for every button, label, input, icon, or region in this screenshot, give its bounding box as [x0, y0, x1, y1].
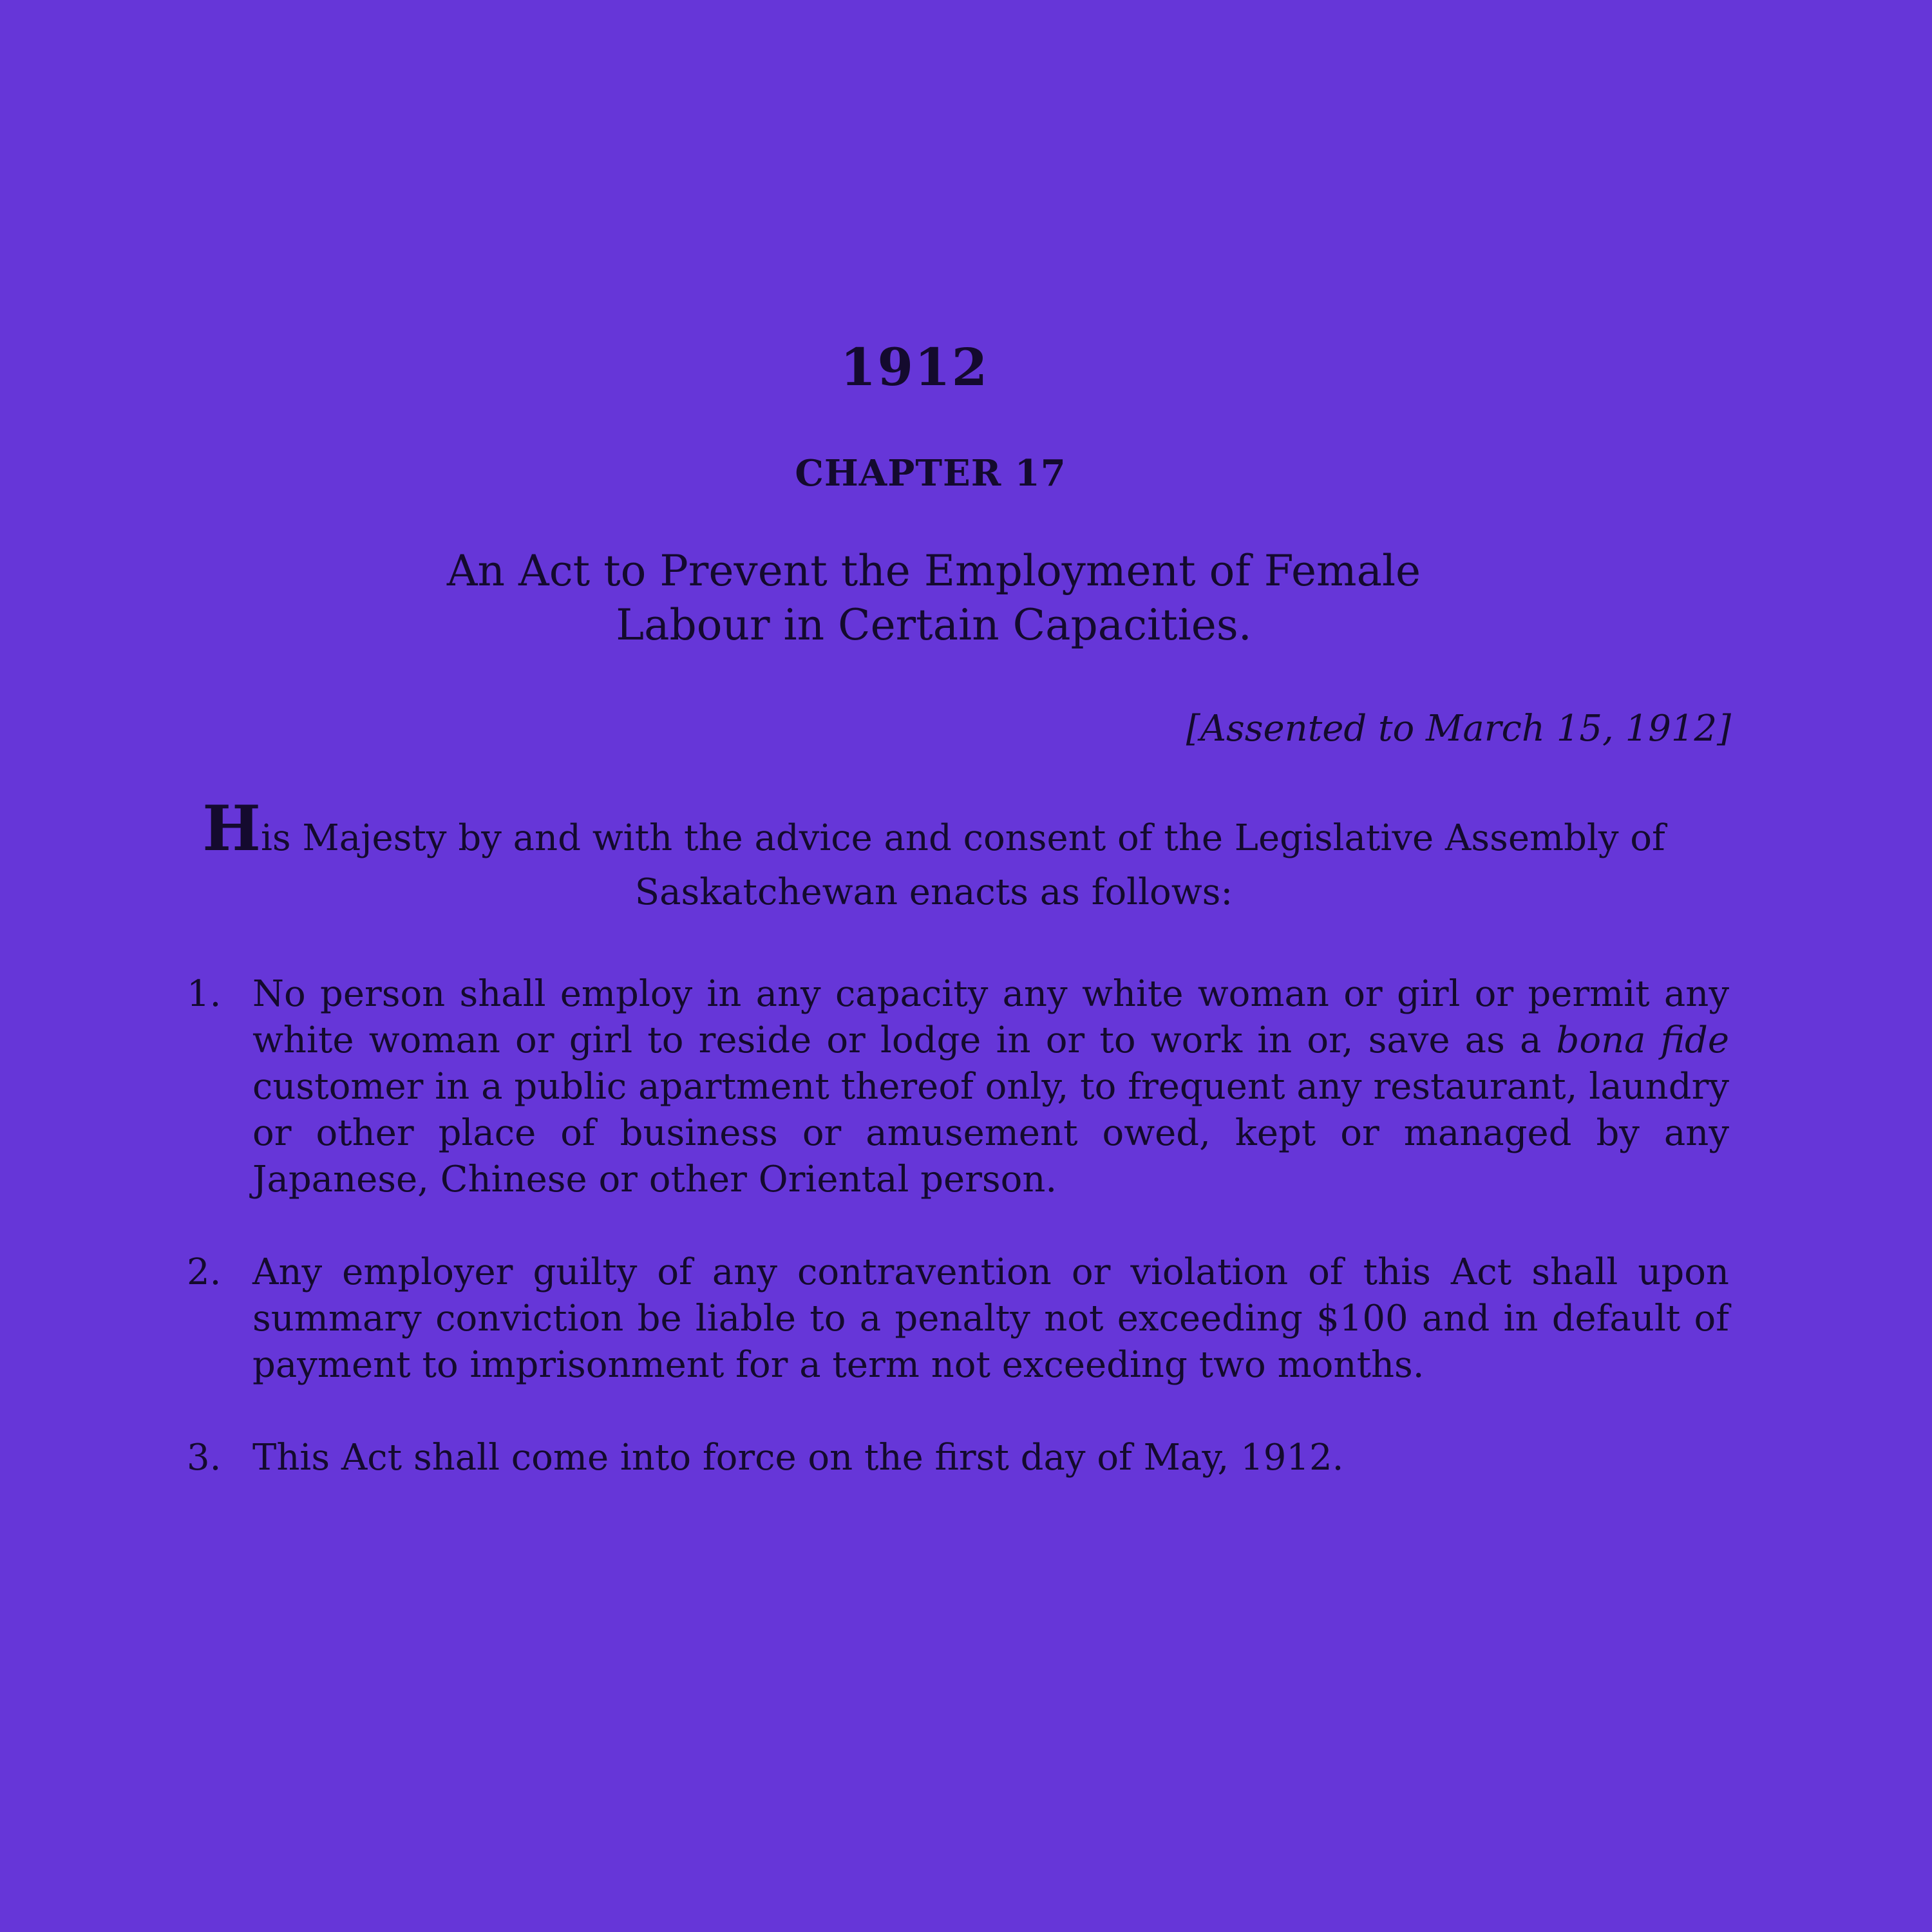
chapter-heading: CHAPTER 17: [795, 452, 1066, 495]
enacting-clause: [167, 792, 1700, 920]
drop-cap: H: [202, 792, 261, 865]
act-title-line-1: An Act to Prevent the Employment of Female: [446, 546, 1421, 596]
section-text-part: No person shall employ in any capacity any white woman or girl or permit any white woman or girl to reside or lodge in or to work in or, save as a: [252, 973, 1729, 1061]
italic-term: bona fide: [1556, 1019, 1730, 1061]
act-sections: [187, 971, 1729, 1528]
section-3: [187, 1435, 1729, 1481]
act-title: [322, 544, 1546, 652]
section-number: 2.: [187, 1251, 222, 1293]
section-text: [252, 971, 1729, 1203]
statute-year: 1912: [840, 337, 989, 397]
section-1: [187, 971, 1729, 1203]
enacting-clause-text: is Majesty by and with the advice and consent of the Legislative Assembly of Saskatchewan enacts as follows:: [260, 817, 1665, 913]
act-title-line-2: Labour in Certain Capacities.: [616, 600, 1252, 650]
section-text-part: customer in a public apartment thereof only, to frequent any restaurant, laundry or other place of business or amusement owed, kept or managed by any Japanese, Chinese or other Oriental person.: [252, 1066, 1729, 1200]
section-text: Any employer guilty of any contravention or violation of this Act shall upon summary conviction be liable to a penalty not exceeding $100 and in default of payment to imprisonment for a term not exceeding two months.: [252, 1251, 1729, 1386]
section-2: [187, 1249, 1729, 1388]
section-number: 1.: [187, 973, 222, 1015]
section-text: This Act shall come into force on the first day of May, 1912.: [252, 1437, 1344, 1479]
section-number: 3.: [187, 1437, 222, 1479]
assent-date: [Assented to March 15, 1912]: [1186, 708, 1731, 750]
